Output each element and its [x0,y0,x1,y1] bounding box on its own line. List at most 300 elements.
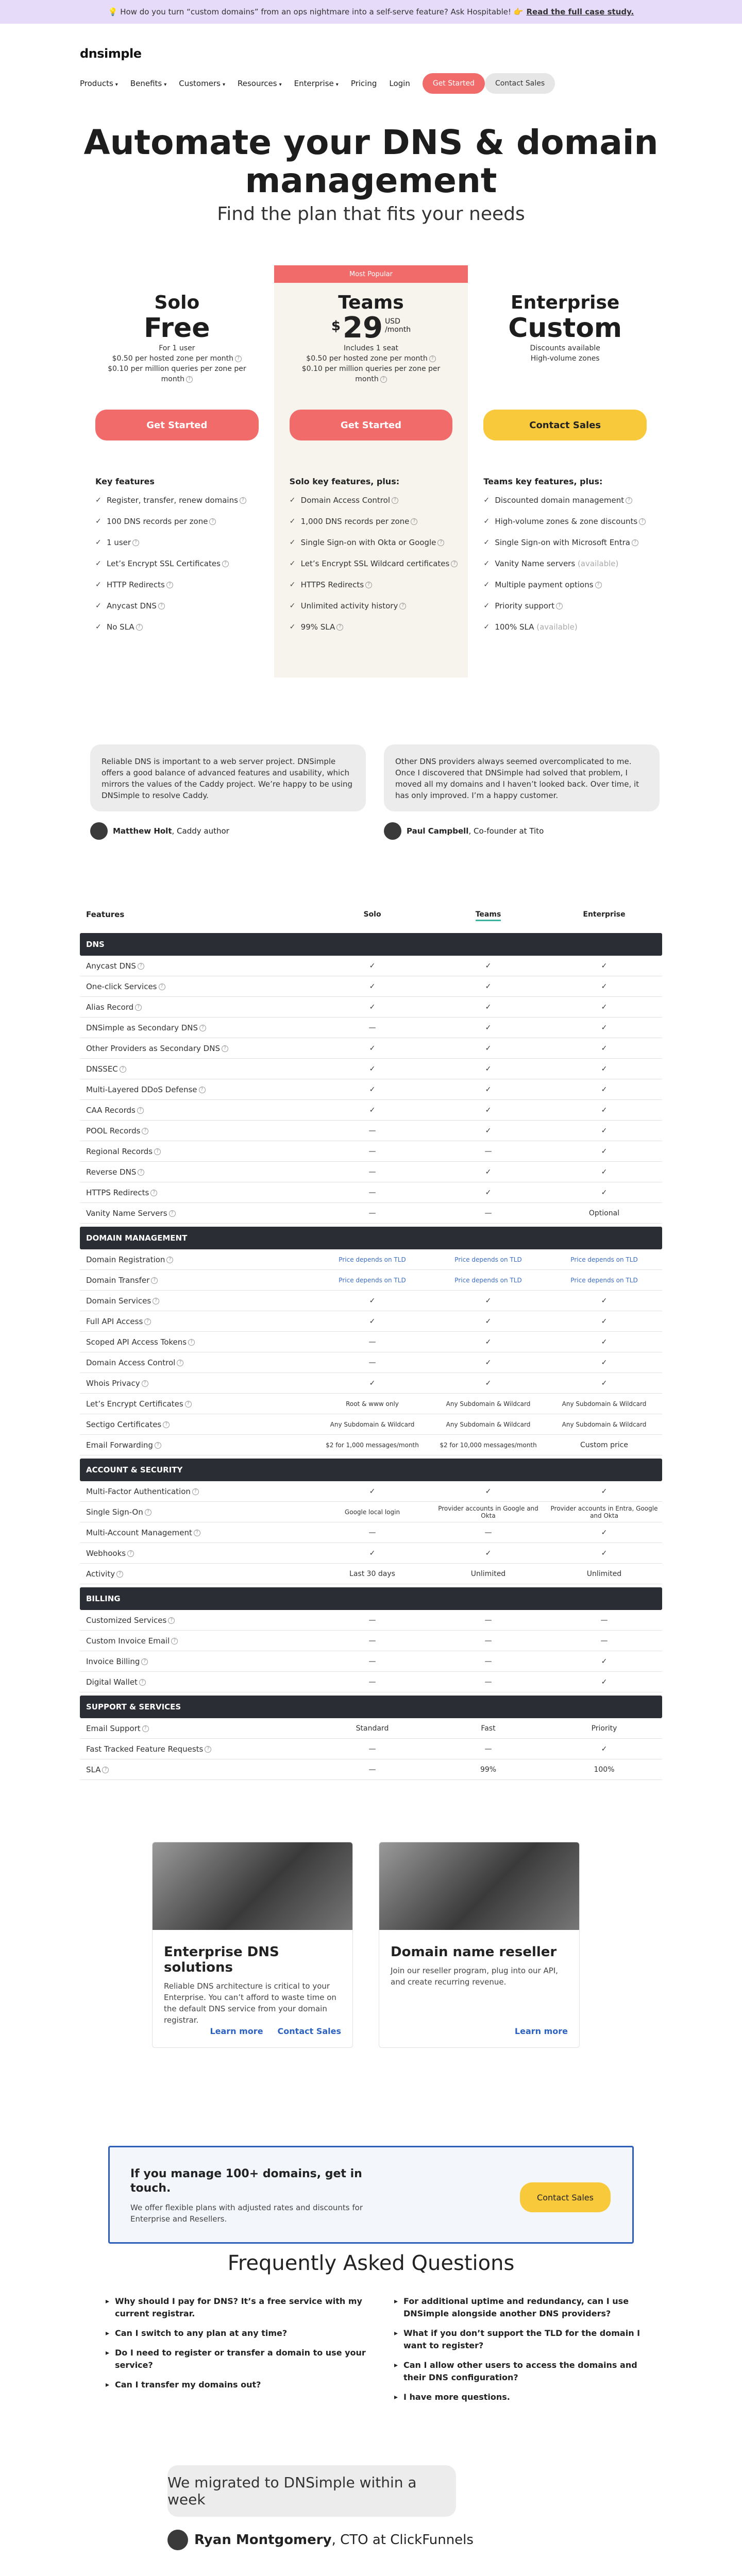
table-row [80,1739,662,1759]
features-title: Solo key features, plus: [289,477,400,486]
learn-more-link[interactable]: Learn more [514,2026,568,2036]
info-icon[interactable]: ? [199,1025,206,1031]
table-header [80,899,662,930]
info-icon[interactable]: ? [168,1617,175,1624]
table-cell: ✓ [369,1106,376,1114]
feature-name: One-click Services ? [80,982,314,991]
info-icon: ? [632,539,638,546]
info-icon: ? [639,518,646,525]
faq-item[interactable]: ▸ I have more questions. [394,2391,662,2403]
info-icon: ? [595,582,602,588]
feature-name: HTTPS Redirects ? [80,1188,314,1197]
plan-solo [80,265,274,677]
column-header: Solo [363,910,381,919]
table-cell: ✓ [369,982,376,991]
feature-name: Whois Privacy ? [80,1379,314,1388]
table-cell: ✓ [369,1064,376,1073]
feature-item: ✓ Priority support ? [483,600,652,612]
table-cell: Any Subdomain & Wildcard [446,1420,531,1428]
column-header: Enterprise [583,910,626,919]
table-cell: Provider accounts in Entra, Google and Okta [550,1504,658,1519]
table-section-header: SUPPORT & SERVICES [80,1696,662,1718]
feature-list [290,495,458,642]
info-icon[interactable]: ? [142,1128,148,1134]
nav-resources[interactable]: Resources ▾ [237,79,282,88]
table-cell: ✓ [601,1044,608,1053]
table-cell: — [368,1765,376,1774]
feature-item: ✓ Let’s Encrypt SSL Certificates ? [95,558,264,569]
table-cell: — [368,1657,376,1666]
feature-name: Domain Access Control ? [80,1358,314,1367]
info-icon[interactable]: ? [163,1421,170,1428]
table-cell: Any Subdomain & Wildcard [562,1400,647,1408]
feature-name: Fast Tracked Feature Requests ? [80,1744,314,1754]
card-image [153,1842,352,1930]
feature-name: Let’s Encrypt Certificates ? [80,1399,314,1409]
faq-item[interactable]: ▸ Why should I pay for DNS? It’s a free service with my current registrar. [106,2295,374,2320]
table-cell: ✓ [485,1126,492,1135]
table-cell: — [368,1677,376,1686]
table-cell: Price depends on TLD [454,1256,522,1263]
plan-enterprise [468,265,662,677]
table-row [80,1543,662,1564]
feature-name: Email Support ? [80,1724,314,1733]
info-icon[interactable]: ? [222,1045,228,1052]
feature-name: Activity ? [80,1569,314,1579]
faq-item[interactable]: ▸ Can I allow other users to access the domains and their DNS configuration? [394,2359,662,2384]
table-cell: ✓ [601,1549,608,1557]
table-cell: ✓ [601,1023,608,1032]
feature-name: Customized Services ? [80,1616,314,1625]
feature-item: ✓ High-volume zones & zone discounts ? [483,516,652,527]
testimonial-author: Paul Campbell, Co-founder at Tito [384,822,544,840]
feature-name: Digital Wallet ? [80,1677,314,1687]
table-row [80,1203,662,1224]
table-cell: Standard [356,1724,389,1733]
feature-item: ✓ Vanity Name servers (available) [483,558,652,569]
table-cell: — [368,1126,376,1135]
table-cell: Price depends on TLD [339,1276,406,1284]
enterprise-contact-sales-button[interactable]: Contact Sales [483,410,647,440]
table-row [80,1631,662,1651]
feature-name: Vanity Name Servers ? [80,1209,314,1218]
table-cell: ✓ [485,1044,492,1053]
feature-item: ✓ HTTP Redirects ? [95,579,264,590]
plan-line: $0.10 per million queries per zone per month ? [108,365,246,383]
feature-name: Alias Record ? [80,1003,314,1012]
table-body [80,933,662,1780]
table-cell: Priority [591,1724,617,1733]
table-cell: Price depends on TLD [339,1256,406,1263]
features-title: Key features [95,477,155,486]
table-cell: Custom price [580,1440,628,1449]
info-icon[interactable]: ? [155,1442,161,1449]
plan-line: Discounts available [530,344,600,352]
table-row [80,1249,662,1270]
card-links [210,2026,341,2036]
callout-title: If you manage 100+ domains, get in touch. [130,2167,362,2195]
feature-item: ✓ 100 DNS records per zone ? [95,516,264,527]
table-cell: ✓ [485,1549,492,1557]
info-icon[interactable]: ? [137,1107,144,1114]
table-cell: Unlimited [586,1569,622,1578]
table-cell: Price depends on TLD [454,1276,522,1284]
table-cell: ✓ [369,1487,376,1496]
table-cell: ✓ [369,961,376,970]
feature-name: Multi-Layered DDoS Defense ? [80,1085,314,1094]
chevron-down-icon: ▾ [222,82,225,88]
table-cell: ✓ [601,1188,608,1197]
table-section-header: BILLING [80,1587,662,1610]
chevron-down-icon: ▾ [279,82,282,88]
table-cell: ✓ [601,1106,608,1114]
feature-item: ✓ Unlimited activity history ? [290,600,458,612]
table-row [80,976,662,997]
table-cell: ✓ [601,1085,608,1094]
table-cell: ✓ [601,1358,608,1367]
table-cell: — [368,1023,376,1032]
card-text: Reliable DNS architecture is critical to your Enterprise. You can’t afford to waste time on the default DNS service from your domain registrar. [164,1981,336,2025]
plan-line: High-volume zones [530,354,600,363]
feature-name: POOL Records ? [80,1126,314,1136]
plan-price: Free [144,313,210,344]
page-title: Automate your DNS & domain management [83,123,659,200]
quote-author: Ryan Montgomery, CTO at ClickFunnels [167,2530,474,2550]
info-icon[interactable]: ? [139,1679,146,1686]
table-row [80,1291,662,1311]
info-icon[interactable]: ? [205,1746,211,1753]
feature-item: ✓ 1,000 DNS records per zone ? [290,516,458,527]
info-icon[interactable]: ? [151,1277,158,1284]
info-icon[interactable]: ? [102,1767,109,1773]
feature-item: ✓ Multiple payment options ? [483,579,652,590]
table-cell: — [368,1616,376,1624]
chevron-down-icon: ▾ [335,82,339,88]
table-row [80,1270,662,1291]
plan-name: Solo [154,292,200,313]
table-cell: ✓ [485,1358,492,1367]
feature-item: ✓ 100% SLA (available) [483,621,652,633]
info-icon[interactable]: ? [138,1169,144,1176]
feature-name: Custom Invoice Email ? [80,1636,314,1646]
table-section-header: ACCOUNT & SECURITY [80,1459,662,1481]
info-icon[interactable]: ? [138,963,144,970]
table-cell: ✓ [601,1487,608,1496]
feature-name: SLA ? [80,1765,314,1774]
feature-name: CAA Records ? [80,1106,314,1115]
table-cell: — [484,1657,492,1666]
solo-get-started-button[interactable]: Get Started [95,410,259,440]
feature-name: Webhooks ? [80,1549,314,1558]
table-row [80,1311,662,1332]
table-cell: Fast [481,1724,496,1733]
table-row [80,1651,662,1672]
info-icon[interactable]: ? [192,1488,199,1495]
feature-item: ✓ Let’s Encrypt SSL Wildcard certificates ? [290,558,458,569]
teams-get-started-button[interactable]: Get Started [290,410,453,440]
feature-name: Email Forwarding ? [80,1440,314,1450]
table-cell: ✓ [485,982,492,991]
info-icon[interactable]: ? [166,1257,173,1263]
faq-item[interactable]: ▸ Can I transfer my domains out? [106,2379,374,2391]
table-cell: 99% [480,1765,497,1774]
feature-item: ✓ Anycast DNS ? [95,600,264,612]
testimonial-author: Matthew Holt, Caddy author [90,822,229,840]
table-cell: 100% [594,1765,615,1774]
table-row [80,1100,662,1121]
chevron-down-icon: ▾ [115,82,118,88]
table-cell: ✓ [601,1296,608,1305]
card-title: Domain name reseller [391,1944,557,1960]
info-icon[interactable]: ? [150,1190,157,1196]
nav-login[interactable]: Login [389,79,410,88]
reseller-card [379,1842,580,2048]
table-cell: ✓ [485,1188,492,1197]
pricing-plans [80,265,662,677]
info-icon[interactable]: ? [135,1004,142,1011]
info-icon: ? [235,355,242,362]
info-icon: ? [336,624,343,631]
info-icon[interactable]: ? [145,1509,151,1516]
plan-price: $ 29 USD /month [331,311,411,345]
table-cell: Optional [588,1209,620,1217]
banner-link[interactable]: Read the full case study. [526,7,634,16]
info-icon[interactable]: ? [142,1725,149,1732]
table-row [80,956,662,976]
table-cell: ✓ [601,1064,608,1073]
info-icon[interactable]: ? [159,984,165,990]
info-icon[interactable]: ? [154,1148,161,1155]
feature-name: Single Sign-On ? [80,1507,314,1517]
info-icon: ? [209,518,216,525]
table-cell: — [484,1677,492,1686]
most-popular-badge: Most Popular [274,265,468,283]
table-row [80,1332,662,1352]
contact-sales-button[interactable]: Contact Sales [485,73,555,94]
large-accounts-callout [108,2146,634,2244]
info-icon[interactable]: ? [177,1360,183,1366]
column-header: Teams [430,910,546,919]
table-cell: Unlimited [470,1569,506,1578]
feature-name: DNSSEC ? [80,1064,314,1074]
table-cell: ✓ [485,1064,492,1073]
table-row [80,1481,662,1502]
table-cell: — [368,1209,376,1217]
main-menu [80,73,555,94]
faq-item[interactable]: ▸ Can I switch to any plan at any time? [106,2327,374,2340]
table-cell: ✓ [485,1003,492,1011]
info-icon[interactable]: ? [169,1210,176,1217]
faq-item[interactable]: ▸ Do I need to register or transfer a domain to use your service? [106,2347,374,2371]
plan-teams [274,265,468,677]
plan-line: $0.50 per hosted zone per month ? [290,353,453,364]
table-row [80,1435,662,1455]
table-cell: — [368,1337,376,1346]
table-cell: ✓ [601,1677,608,1686]
plan-line: $0.10 per million queries per zone per month ? [301,365,441,383]
table-section-header: DOMAIN MANAGEMENT [80,1227,662,1249]
table-row [80,1373,662,1394]
feature-name: Other Providers as Secondary DNS ? [80,1044,314,1053]
info-icon: ? [158,603,165,609]
info-icon[interactable]: ? [194,1530,200,1536]
table-cell: Root & www only [346,1400,399,1408]
nav-pricing[interactable]: Pricing [350,79,377,88]
features-title: Teams key features, plus: [483,477,603,486]
table-row [80,1059,662,1079]
nav-enterprise[interactable]: Enterprise ▾ [294,79,339,88]
feature-item: ✓ Domain Access Control ? [290,495,458,506]
table-cell: $2 for 10,000 messages/month [440,1441,537,1449]
contact-sales-link[interactable]: Contact Sales [277,2026,341,2036]
table-cell: $2 for 1,000 messages/month [326,1441,419,1449]
feature-comparison-table [80,899,662,1780]
logo[interactable]: dnsimple [80,46,142,61]
table-row [80,1718,662,1739]
avatar [90,822,108,840]
feature-item: ✓ HTTPS Redirects ? [290,579,458,590]
info-icon: ? [556,603,563,609]
faq-list-right [394,2295,662,2411]
table-row [80,1672,662,1692]
table-row [80,1394,662,1414]
info-icon[interactable]: ? [142,1380,148,1387]
table-cell: ✓ [485,1317,492,1326]
table-cell: ✓ [485,1023,492,1032]
avatar [167,2530,188,2550]
table-row [80,1564,662,1584]
faq-item[interactable]: ▸ For additional uptime and redundancy, can I use DNSimple alongside another DNS providers? [394,2295,662,2320]
info-icon: ? [451,561,458,567]
table-cell: Any Subdomain & Wildcard [562,1420,647,1428]
table-cell: — [368,1147,376,1156]
card-image [379,1842,579,1930]
card-text: Join our reseller program, plug into our API, and create recurring revenue. [391,1966,558,1987]
table-cell: ✓ [485,1487,492,1496]
table-row [80,1141,662,1162]
info-icon: ? [222,561,229,567]
table-cell: — [484,1209,492,1217]
table-cell: ✓ [601,961,608,970]
info-icon: ? [437,539,444,546]
table-cell: Any Subdomain & Wildcard [446,1400,531,1408]
feature-name: Multi-Factor Authentication ? [80,1487,314,1496]
faq-item[interactable]: ▸ What if you don’t support the TLD for the domain I want to register? [394,2327,662,2352]
table-cell: ✓ [485,1337,492,1346]
feature-name: Multi-Account Management ? [80,1528,314,1537]
feature-item: ✓ Discounted domain management ? [483,495,652,506]
feature-name: Sectigo Certificates ? [80,1420,314,1429]
info-icon: ? [399,603,406,609]
table-row [80,997,662,1018]
table-cell: ✓ [601,1744,608,1753]
table-cell: — [600,1616,608,1624]
table-row [80,1079,662,1100]
nav-benefits[interactable]: Benefits ▾ [130,79,167,88]
info-icon[interactable]: ? [185,1401,192,1408]
callout-contact-sales-button[interactable]: Contact Sales [520,2182,611,2212]
table-row [80,1502,662,1522]
info-icon: ? [365,582,372,588]
table-cell: Provider accounts in Google and Okta [438,1504,538,1519]
info-icon: ? [132,539,139,546]
table-cell: — [484,1147,492,1156]
table-cell: ✓ [601,1528,608,1537]
info-icon: ? [626,497,632,504]
feature-name: Domain Transfer ? [80,1276,314,1285]
table-cell: — [484,1528,492,1537]
learn-more-link[interactable]: Learn more [210,2026,263,2036]
nav-products[interactable]: Products ▾ [80,79,118,88]
table-cell: ✓ [485,1085,492,1094]
info-icon[interactable]: ? [199,1087,206,1093]
table-cell: ✓ [485,961,492,970]
table-cell: — [368,1744,376,1753]
feature-name: Full API Access ? [80,1317,314,1326]
nav-customers[interactable]: Customers ▾ [179,79,225,88]
table-row [80,1162,662,1182]
info-icon[interactable]: ? [120,1066,126,1073]
feature-item: ✓ Register, transfer, renew domains ? [95,495,264,506]
announcement-banner [0,0,742,24]
callout-text: We offer flexible plans with adjusted rates and discounts for Enterprise and Resellers. [130,2203,363,2224]
feature-item: ✓ 99% SLA ? [290,621,458,633]
table-section-header: DNS [80,933,662,956]
avatar [384,822,401,840]
info-icon[interactable]: ? [141,1658,148,1665]
table-row [80,1182,662,1203]
table-row [80,1522,662,1543]
table-row [80,1414,662,1435]
table-cell: ✓ [485,1106,492,1114]
table-cell: — [484,1616,492,1624]
table-cell: Price depends on TLD [570,1256,638,1263]
table-row [80,1038,662,1059]
feature-name: Domain Services ? [80,1296,314,1306]
table-cell: ✓ [485,1167,492,1176]
table-cell: ✓ [601,1317,608,1326]
table-cell: Last 30 days [349,1569,395,1578]
plan-line: Includes 1 seat [343,344,399,352]
feature-name: Domain Registration ? [80,1255,314,1264]
feature-list [483,495,652,642]
info-icon[interactable]: ? [144,1318,151,1325]
table-cell: ✓ [601,1167,608,1176]
plan-name: Enterprise [511,292,620,313]
table-cell: — [484,1636,492,1645]
table-cell: ✓ [601,1147,608,1156]
table-cell: ✓ [369,1317,376,1326]
feature-name: Scoped API Access Tokens ? [80,1337,314,1347]
table-cell: — [368,1188,376,1197]
info-icon: ? [240,497,246,504]
page-subtitle: Find the plan that fits your needs [217,204,525,225]
table-cell: ✓ [369,1003,376,1011]
table-cell: — [600,1636,608,1645]
plan-name: Teams [338,292,404,313]
info-icon[interactable]: ? [188,1339,195,1346]
table-cell: ✓ [485,1296,492,1305]
card-links [515,2026,568,2036]
table-cell: Google local login [344,1508,400,1516]
plan-price: Custom [508,313,622,344]
get-started-button[interactable]: Get Started [423,73,485,94]
info-icon[interactable]: ? [153,1298,159,1304]
info-icon[interactable]: ? [116,1571,123,1578]
info-icon: ? [411,518,417,525]
info-icon[interactable]: ? [171,1638,178,1645]
info-icon[interactable]: ? [127,1550,134,1557]
